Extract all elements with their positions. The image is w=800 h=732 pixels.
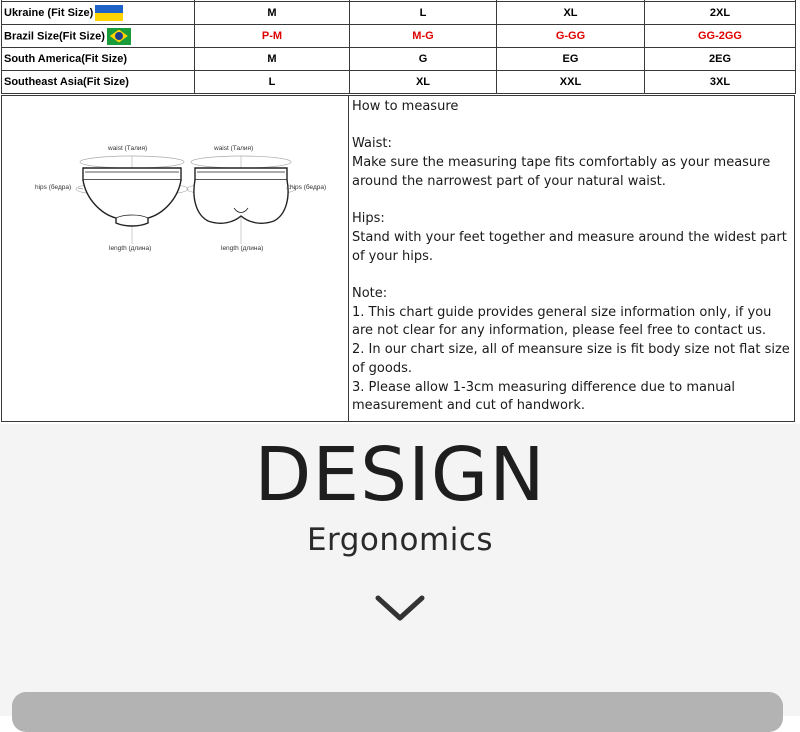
instructions-heading: How to measure	[352, 99, 459, 114]
size-cell: M	[195, 2, 350, 25]
size-table	[1, 0, 796, 94]
size-cell: XXL	[497, 71, 645, 94]
brief-length-label: length (длина)	[109, 245, 152, 252]
table-row-ukraine	[2, 2, 796, 25]
brazil-flag-icon	[107, 28, 131, 45]
note-title: Note:	[352, 285, 388, 301]
note-item: 1. This chart guide provides general size information only, if you are not clear for any information, please feel free to contact us.	[352, 304, 772, 339]
size-cell: M	[195, 48, 350, 71]
design-banner	[0, 424, 800, 716]
size-cell: GG-2GG	[645, 25, 796, 48]
next-section-card	[12, 692, 783, 732]
size-cell: 2EG	[645, 48, 796, 71]
size-cell: L	[350, 2, 497, 25]
size-cell: 2XL	[645, 2, 796, 25]
note-item: 3. Please allow 1-3cm measuring difference due to manual measurement and cut of handwork.	[352, 379, 736, 414]
region-label: South America(Fit Size)	[2, 48, 195, 71]
design-title: DESIGN	[254, 432, 546, 518]
measure-instructions	[352, 98, 794, 416]
size-cell: XL	[350, 71, 497, 94]
hips-title: Hips:	[352, 211, 385, 227]
region-label: Southeast Asia(Fit Size)	[2, 71, 195, 94]
hips-text: Stand with your feet together and measure around the widest part of your hips.	[352, 229, 787, 264]
boxer-length-label: length (длина)	[221, 245, 264, 252]
size-cell: XL	[497, 2, 645, 25]
brief-drawing	[76, 156, 188, 244]
chevron-down-icon[interactable]	[374, 594, 426, 624]
waist-text: Make sure the measuring tape fits comfortably as your measure around the narrowest part of your natural waist.	[352, 155, 771, 189]
column-divider	[348, 96, 349, 421]
table-row-brazil	[2, 25, 796, 48]
size-cell: G	[350, 48, 497, 71]
size-cell: G-GG	[497, 25, 645, 48]
size-cell: L	[195, 71, 350, 94]
size-cell: P-M	[195, 25, 350, 48]
region-label: Ukraine (Fit Size)	[4, 6, 94, 19]
waist-title: Waist:	[352, 136, 392, 152]
boxer-waist-label: waist (Талия)	[214, 145, 254, 152]
measurement-diagram	[2, 96, 348, 421]
size-cell: 3XL	[645, 71, 796, 94]
table-row-southeast-asia	[2, 71, 796, 94]
underwear-diagram-icon	[2, 96, 348, 421]
region-label: Brazil Size(Fit Size)	[4, 29, 105, 42]
size-cell: EG	[497, 48, 645, 71]
ukraine-flag-icon	[95, 5, 123, 21]
brief-hips-label: hips (бедра)	[35, 184, 72, 191]
note-item: 2. In our chart size, all of meansure size is fit body size not flat size of goods.	[352, 342, 790, 376]
region-cell	[2, 2, 195, 25]
boxer-drawing	[187, 156, 295, 244]
design-subtitle: Ergonomics	[306, 522, 494, 558]
how-to-measure-section	[1, 95, 795, 422]
table-row-south-america	[2, 48, 796, 71]
brief-waist-label: waist (Талия)	[108, 145, 148, 152]
size-cell: M-G	[350, 25, 497, 48]
boxer-hips-label: hips (бедра)	[290, 184, 327, 191]
region-cell	[2, 25, 195, 48]
